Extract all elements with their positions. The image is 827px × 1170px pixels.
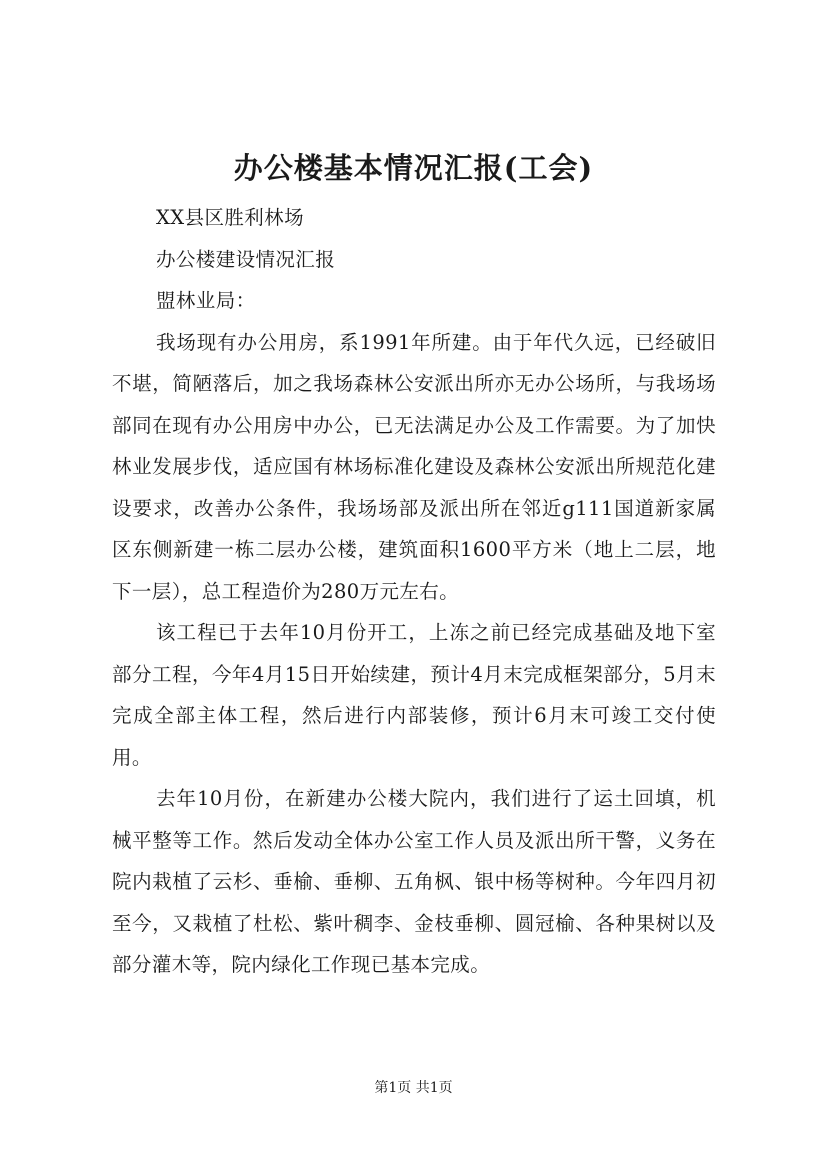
page-footer: 第1页 共1页 [374, 1080, 453, 1096]
paragraph-2: 该工程已于去年10月份开工，上冻之前已经完成基础及地下室部分工程，今年4月15日开始续建，预计4月末完成框架部分，5月末完成全部主体工程，然后进行内部装修，预计6月末可竣工交付使用。 [112, 621, 716, 769]
salutation: 盟林业局： [156, 289, 256, 312]
paragraph-3: 去年10月份，在新建办公楼大院内，我们进行了运土回填，机械平整等工作。然后发动全体办公室工作人员及派出所干警，义务在院内栽植了云杉、垂榆、垂柳、五角枫、银中杨等树种。今年四月初至今，又栽植了杜松、紫叶稠李、金枝垂柳、圆冠榆、各种果树以及部分灌木等，院内绿化工作现已基本完成。 [112, 787, 716, 976]
report-subtitle: 办公楼建设情况汇报 [156, 247, 336, 271]
organization-line: XX县区胜利林场 [156, 206, 304, 229]
document-title: 办公楼基本情况汇报(工会) [233, 151, 594, 185]
document-body [112, 197, 716, 986]
paragraph-1: 我场现有办公用房，系1991年所建。由于年代久远，已经破旧不堪，简陋落后，加之我场森林公安派出所亦无办公场所，与我场场部同在现有办公用房中办公，已无法满足办公及工作需要。为了加快林业发展步伐，适应国有林场标准化建设及森林公安派出所规范化建设要求，改善办公条件，我场场部及派出所在邻近g111国道新家属区东侧新建一栋二层办公楼，建筑面积1600平方米（地上二层，地下一层），总工程造价为280万元左右。 [112, 330, 716, 603]
